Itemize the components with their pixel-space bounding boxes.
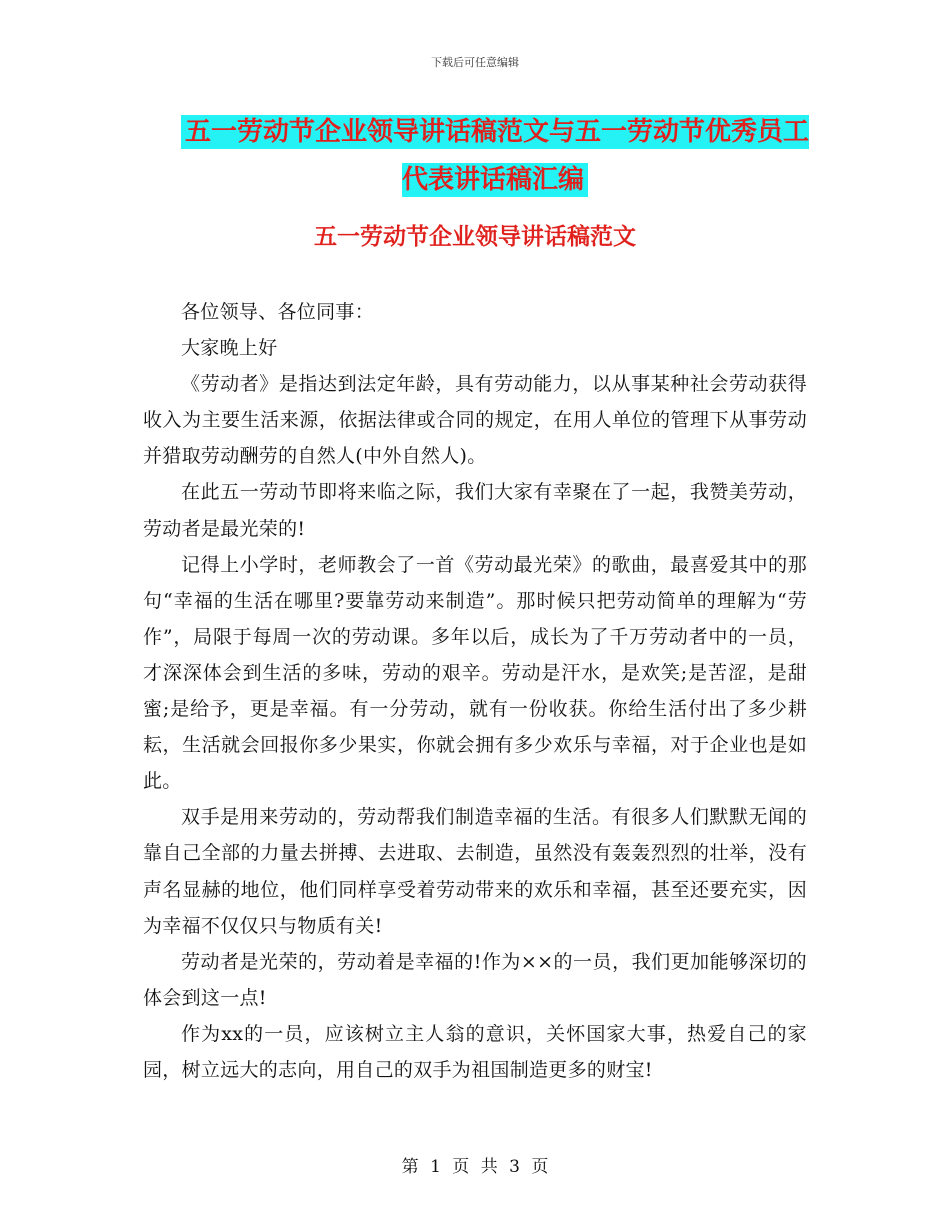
paragraph: 双手是用来劳动的，劳动帮我们制造幸福的生活。有很多人们默默无闻的靠自己全部的力量去拼搏、去进取、去制造，虽然没有轰轰烈烈的壮举，没有声名显赫的地位，他们同样享受着劳动带来的欢乐和幸福，甚至还要充实，因为幸福不仅仅只与物质有关!	[143, 806, 807, 937]
document-body	[143, 294, 807, 1088]
paragraph: 《劳动者》是指达到法定年龄，具有劳动能力，以从事某种社会劳动获得收入为主要生活来源，依据法律或合同的规定，在用人单位的管理下从事劳动并猎取劳动酬劳的自然人(中外自然人)。	[143, 373, 807, 468]
paragraph: 各位领导、各位同事：	[181, 301, 375, 323]
document-title-text: 五一劳动节企业领导讲话稿范文与五一劳动节优秀员工代表讲话稿汇编	[181, 115, 809, 197]
paragraph: 在此五一劳动节即将来临之际，我们大家有幸聚在了一起，我赞美劳动，劳动者是最光荣的!	[143, 481, 807, 540]
header-note: 下载后可任意编辑	[431, 56, 519, 69]
page-footer: 第 1 页 共 3 页	[401, 1157, 549, 1177]
document-title	[180, 108, 810, 204]
section-title: 五一劳动节企业领导讲话稿范文	[314, 224, 636, 250]
paragraph: 作为xx的一员，应该树立主人翁的意识，关怀国家大事，热爱自己的家园，树立远大的志向，用自己的双手为祖国制造更多的财宝!	[143, 1022, 807, 1081]
paragraph: 劳动者是光荣的，劳动着是幸福的!作为××的一员，我们更加能够深切的体会到这一点!	[143, 950, 807, 1009]
paragraph: 大家晚上好	[181, 337, 278, 360]
paragraph: 记得上小学时，老师教会了一首《劳动最光荣》的歌曲，最喜爱其中的那句“幸福的生活在哪里?要靠劳动来制造”。那时候只把劳动简单的理解为“劳作”，局限于每周一次的劳动课。多年以后，成长为了千万劳动者中的一员，才深深体会到生活的多味，劳动的艰辛。劳动是汗水，是欢笑;是苦涩，是甜蜜;是给予，更是幸福。有一分劳动，就有一份收获。你给生活付出了多少耕耘，生活就会回报你多少果实，你就会拥有多少欢乐与幸福，对于企业也是如此。	[143, 553, 807, 793]
